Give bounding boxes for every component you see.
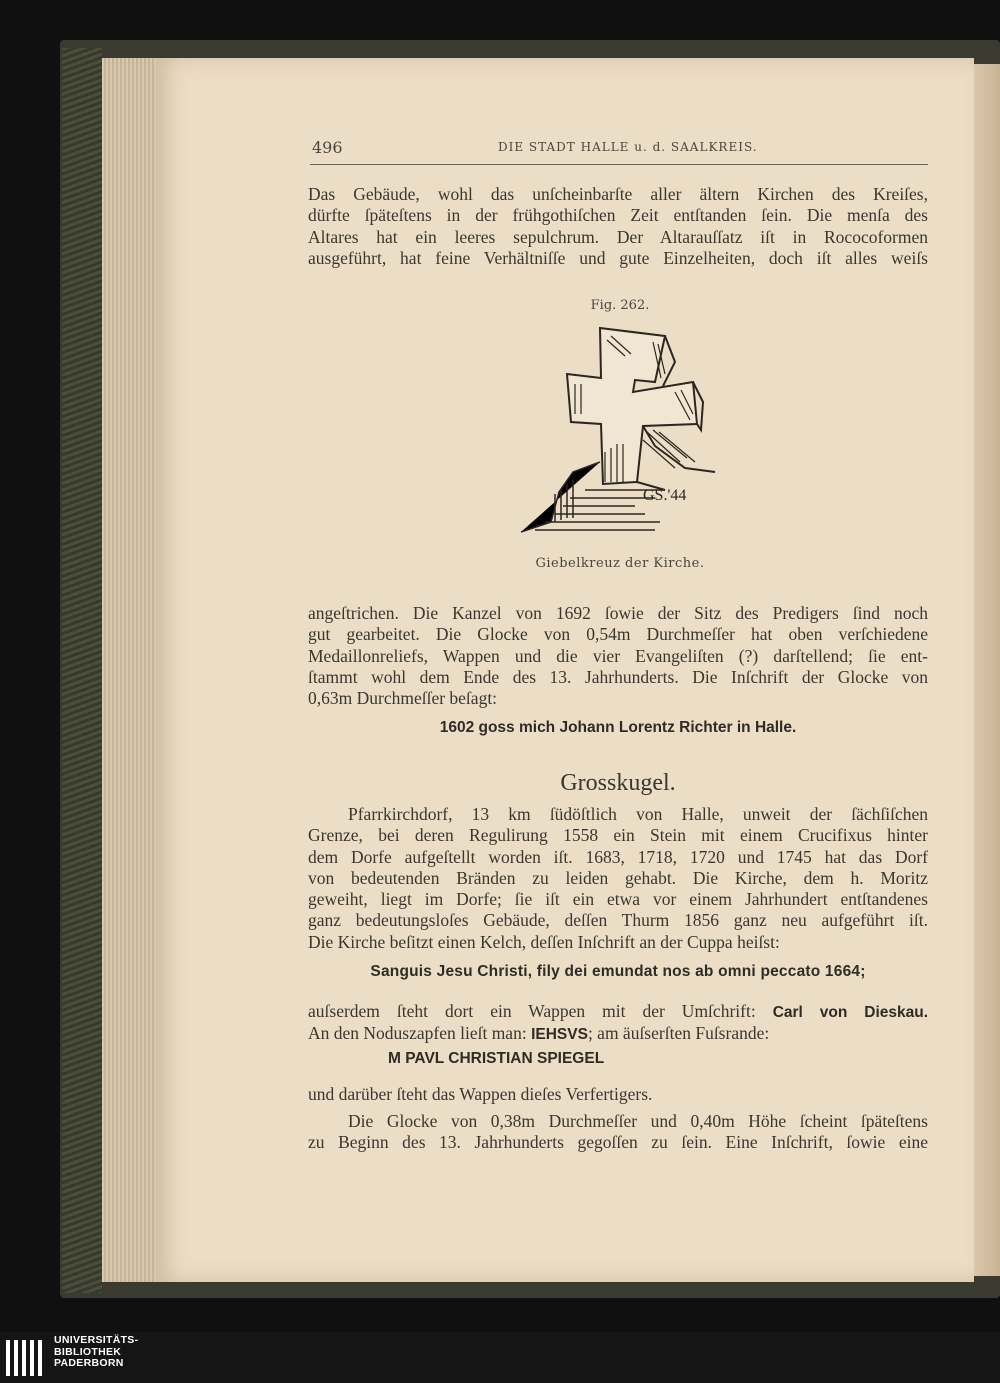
bold-word: IEHSVS: [531, 1026, 588, 1044]
section-heading: Grosskugel.: [560, 770, 676, 796]
text-line: 0,63m Durchmeſſer beſagt:: [308, 688, 498, 709]
logo-line: UNIVERSITÄTS-: [54, 1334, 139, 1346]
page-stack-right: [974, 64, 1000, 1276]
text-line: angeſtrichen. Die Kanzel von 1692 ſowie der Sitz des Predigers ſind noch: [308, 603, 928, 623]
text-line: ganz bedeutungsloſes Gebäude, deſſen Thurm 1856 ganz neu aufgeführt iſt.: [308, 910, 928, 931]
paragraph-2: [308, 603, 928, 709]
figure-signature: GS.'44: [643, 487, 687, 504]
text-line: ſtammt wohl dem Ende des 13. Jahrhunderts. Die Inſchrift der Glocke von: [308, 666, 928, 687]
text-line: dürfte ſpäteſtens in der frühgothiſchen Zeit entſtanden ſein. Die menſa des: [308, 205, 928, 226]
inscription-foot: M PAVL CHRISTIAN SPIEGEL: [388, 1050, 605, 1067]
cross-figure: [515, 322, 725, 542]
library-logo-bar: [0, 1332, 1000, 1383]
text-line: Pfarrkirchdorf, 13 km ſüdöſtlich von Halle, unweit der ſächſiſchen: [348, 804, 928, 824]
text-line: gut gearbeitet. Die Glocke von 0,54m Durchmeſſer hat oben verſchiedene: [308, 624, 928, 645]
library-logo-text: [54, 1335, 138, 1370]
book-spine-cloth: [62, 48, 102, 1293]
running-title: DIE STADT HALLE u. d. SAALKREIS.: [498, 140, 758, 154]
logo-line: PADERBORN: [54, 1357, 124, 1369]
page-number: 496: [312, 138, 343, 157]
paragraph-3: [308, 804, 928, 825]
inscription-chalice: Sanguis Jesu Christi, fily dei emundat nos ab omni peccato 1664;: [370, 963, 866, 980]
paragraph-6: [308, 1111, 928, 1132]
page-stack-left: [102, 58, 156, 1282]
text-line: und darüber ſteht das Wappen dieſes Verfertigers.: [308, 1084, 653, 1104]
text-line: Medaillonreliefs, Wappen und die vier Evangeliſten (?) darſtellend; ſie ent-: [308, 645, 928, 666]
header-rule: [310, 164, 928, 165]
bold-name: Carl von Dieskau.: [772, 1004, 929, 1021]
text-line: ausgeführt, hat feine Verhältniſſe und gute Einzelheiten, doch iſt alles weiſs: [308, 247, 928, 268]
line-text: auſserdem ſteht dort ein Wappen mit der Umſchrift:: [308, 1001, 756, 1021]
text-line: von bedeutenden Bränden zu leiden gehabt. Die Kirche, dem h. Moritz: [308, 867, 928, 888]
text-line: Altares hat ein leeres sepulchrum. Der Altarauſſatz iſt in Rococoformen: [308, 226, 928, 247]
text-line: Grenze, bei deren Regulirung 1558 ein Stein mit einem Crucifixus hinter: [308, 825, 928, 846]
text-line: zu Beginn des 13. Jahrhunderts gegoſſen zu ſein. Eine Inſchrift, ſowie eine: [308, 1132, 928, 1153]
text-line: Das Gebäude, wohl das unſcheinbarſte aller ältern Kirchen des Kreiſes,: [308, 184, 928, 204]
paragraph-5: [308, 1084, 928, 1105]
text-line: geweiht, liegt im Dorfe; ſie iſt ein etwa vor einem Jahrhundert entſtandenes: [308, 889, 928, 910]
paragraph-3-cont: [308, 825, 928, 953]
figure-label: Fig. 262.: [590, 298, 650, 313]
text-line: [308, 1023, 928, 1045]
figure-caption: Giebelkreuz der Kirche.: [535, 556, 705, 571]
text-line: dem Dorfe aufgeſtellt worden iſt. 1683, 1718, 1720 und 1745 hat das Dorf: [308, 846, 928, 867]
paragraph-6-cont: [308, 1132, 928, 1153]
logo-line: BIBLIOTHEK: [54, 1345, 122, 1358]
text-line: Die Kirche beſitzt einen Kelch, deſſen Inſchrift an der Cuppa heiſst:: [308, 931, 780, 952]
inscription-bell: 1602 goss mich Johann Lorentz Richter in Halle.: [439, 719, 797, 736]
paragraph-4: [308, 1001, 928, 1046]
text-line: [308, 1001, 928, 1023]
paragraph-1: [308, 184, 928, 269]
line-text: ; am äuſserſten Fuſsrande:: [587, 1023, 770, 1044]
line-text: An den Noduszapfen lieſt man:: [308, 1023, 527, 1044]
library-logo-icon: [6, 1338, 44, 1378]
text-line: Die Glocke von 0,38m Durchmeſſer und 0,40m Höhe ſcheint ſpäteſtens: [348, 1111, 928, 1131]
